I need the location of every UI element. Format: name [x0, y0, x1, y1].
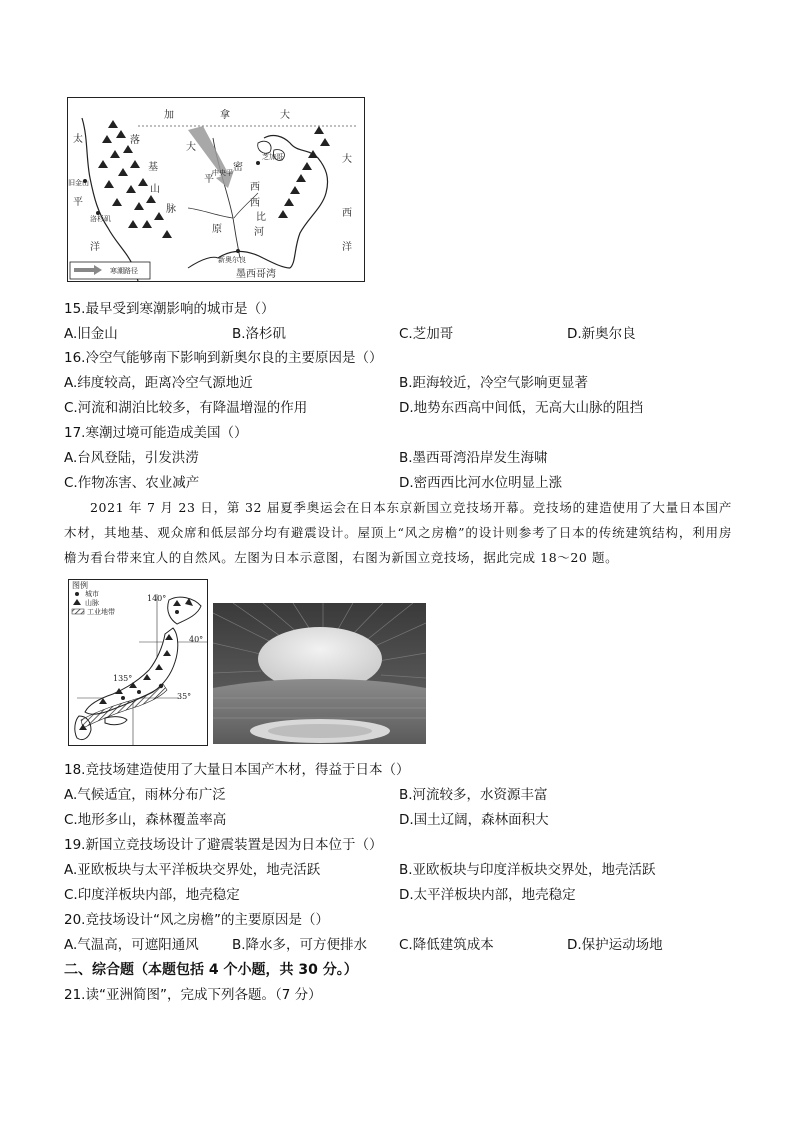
- japan-legend-mountain: 山脉: [85, 599, 99, 607]
- question-19-option-b: B.亚欧板块与印度洋板块交界处，地壳活跃: [399, 862, 656, 878]
- map-label: 加: [164, 110, 174, 121]
- stadium-photo: [213, 603, 426, 744]
- japan-legend-title: 图例: [72, 581, 88, 590]
- question-20-option-d: D.保护运动场地: [567, 937, 663, 953]
- question-16-option-d: D.地势东西高中间低，无高大山脉的阻挡: [399, 400, 644, 416]
- city-label-chicago: 芝加哥: [262, 153, 283, 161]
- question-15-option-b: B.洛杉矶: [232, 326, 287, 342]
- map-label: 大: [186, 142, 196, 153]
- map-label: 平: [204, 174, 214, 185]
- question-19-option-d: D.太平洋板块内部，地壳稳定: [399, 887, 576, 903]
- question-19-stem: 19.新国立竞技场设计了避震装置是因为日本位于（）: [64, 837, 383, 853]
- japan-lon-140: 140°: [147, 594, 167, 603]
- question-17-option-d: D.密西西比河水位明显上涨: [399, 475, 563, 491]
- map-label: 西: [342, 208, 352, 219]
- map-label: 山: [150, 184, 160, 195]
- map-label: 基: [148, 162, 158, 173]
- question-20-option-a: A.气温高，可遮阳通风: [64, 937, 199, 953]
- city-label-los-angeles: 洛杉矶: [90, 215, 111, 223]
- question-16-option-b: B.距海较近，冷空气影响更显著: [399, 375, 589, 391]
- map-label: 西: [250, 198, 260, 209]
- question-18-option-a: A.气候适宜，雨林分布广泛: [64, 787, 226, 803]
- question-16-option-a: A.纬度较高，距离冷空气源地近: [64, 375, 253, 391]
- question-18-stem: 18.竞技场建造使用了大量日本国产木材，得益于日本（）: [64, 762, 410, 778]
- question-15-option-d: D.新奥尔良: [567, 326, 636, 342]
- map-label: 太: [73, 134, 83, 145]
- map-label: 河: [254, 227, 264, 238]
- map-label: 洋: [342, 242, 352, 253]
- question-18-option-c: C.地形多山，森林覆盖率高: [64, 812, 227, 828]
- map-label: 中央平: [212, 169, 233, 177]
- north-america-map: [67, 97, 365, 282]
- question-20-option-c: C.降低建筑成本: [399, 937, 494, 953]
- map-label: 密: [233, 162, 243, 173]
- question-19-option-a: A.亚欧板块与太平洋板块交界处，地壳活跃: [64, 862, 321, 878]
- map-label: 大: [280, 110, 290, 121]
- japan-legend-city: 城市: [85, 590, 99, 598]
- question-17-stem: 17.寒潮过境可能造成美国（）: [64, 425, 248, 441]
- question-17-option-a: A.台风登陆，引发洪涝: [64, 450, 199, 466]
- north-america-map-drawing: [68, 98, 364, 281]
- question-21-stem: 21.读“亚洲简图”，完成下列各题。（7 分）: [64, 987, 322, 1003]
- city-label-san-francisco: 旧金山: [68, 179, 89, 187]
- map-label: 西: [250, 182, 260, 193]
- map-legend-label: 寒潮路径: [110, 267, 138, 275]
- map-label: 平: [73, 197, 83, 208]
- map-label: 落: [130, 135, 140, 146]
- question-17-option-b: B.墨西哥湾沿岸发生海啸: [399, 450, 548, 466]
- question-19-option-c: C.印度洋板块内部，地壳稳定: [64, 887, 240, 903]
- question-16-stem: 16.冷空气能够南下影响到新奥尔良的主要原因是（）: [64, 350, 383, 366]
- japan-map: [68, 579, 208, 746]
- city-label-new-orleans: 新奥尔良: [218, 256, 246, 264]
- japan-lat-35: 35°: [177, 692, 192, 701]
- question-15-option-c: C.芝加哥: [399, 326, 454, 342]
- question-18-option-d: D.国土辽阔，森林面积大: [399, 812, 549, 828]
- question-15-option-a: A.旧金山: [64, 326, 118, 342]
- reading-passage: [64, 495, 732, 570]
- japan-lon-135: 135°: [113, 674, 133, 683]
- question-18-option-b: B.河流较多，水资源丰富: [399, 787, 548, 803]
- question-20-option-b: B.降水多，可方便排水: [232, 937, 368, 953]
- question-16-option-c: C.河流和湖泊比较多，有降温增湿的作用: [64, 400, 308, 416]
- map-label: 原: [212, 224, 222, 235]
- question-20-stem: 20.竞技场设计“风之房檐”的主要原因是（）: [64, 912, 329, 928]
- japan-lat-40: 40°: [189, 635, 204, 644]
- reading-passage-text: 2021 年 7 月 23 日，第 32 届夏季奥运会在日本东京新国立竞技场开幕。竞技场的建造使用了大量日本国产木材，其地基、观众席和低层部分均有避震设计。屋顶上“风之房檐”的设计则参考了日本的传统建筑结构，利用房檐为看台带来宜人的自然风。左图为日本示意图，右图为新国立竞技场，据此完成 18～20 题。: [64, 500, 732, 565]
- map-label: 大: [342, 154, 352, 165]
- map-label: 比: [256, 212, 266, 223]
- question-15-stem: 15.最早受到寒潮影响的城市是（）: [64, 301, 275, 317]
- section-2-heading: 二、综合题（本题包括 4 个小题，共 30 分。）: [64, 962, 358, 978]
- map-label: 拿: [220, 110, 230, 121]
- stadium-photo-drawing: [213, 603, 426, 744]
- japan-legend-industry: 工业地带: [87, 608, 115, 616]
- map-label-gulf-of-mexico: 墨西哥湾: [236, 269, 276, 280]
- map-label: 洋: [90, 242, 100, 253]
- question-17-option-c: C.作物冻害、农业减产: [64, 475, 200, 491]
- map-label: 脉: [166, 204, 176, 215]
